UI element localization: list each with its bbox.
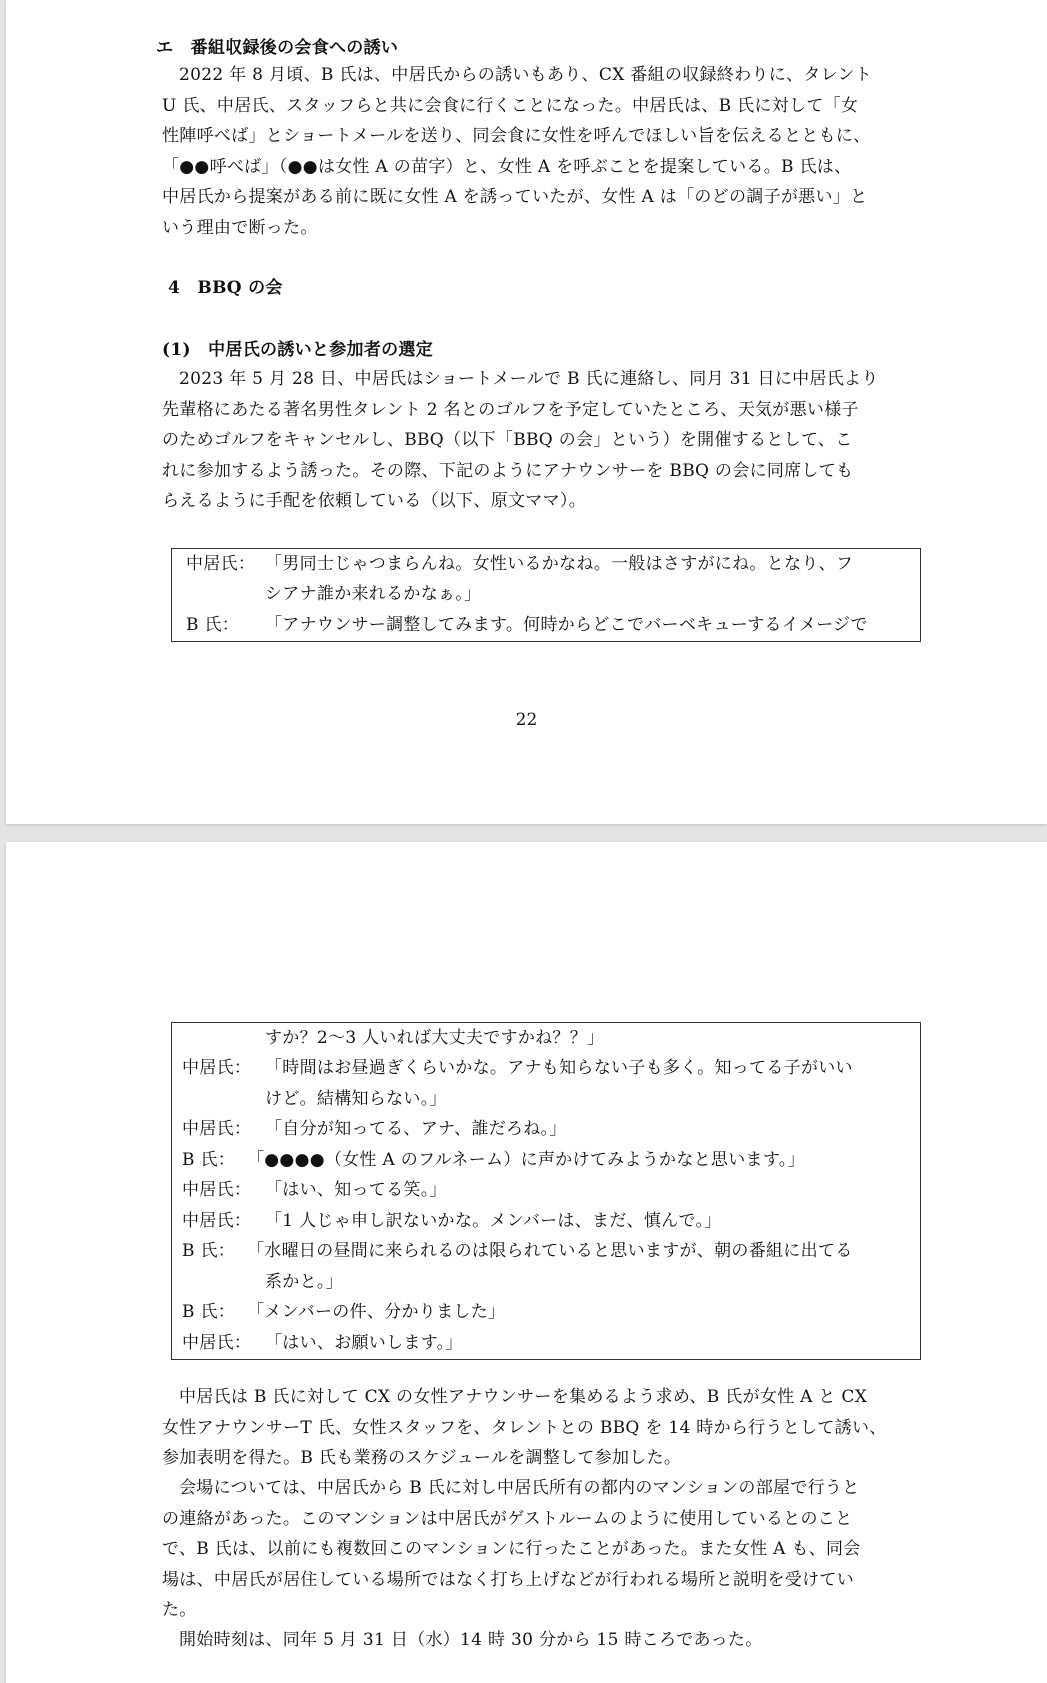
paragraph-line: 女性アナウンサーT 氏、女性スタッフを、タレントとの BBQ を 14 時から行うとして誘い、 — [162, 1417, 887, 1438]
speaker-label: 中居氏： — [182, 1058, 252, 1078]
message-text: すか？2～3 人いれば大丈夫ですかね？？」 — [265, 1028, 605, 1048]
speaker-label: 中居氏： — [182, 1211, 252, 1231]
paragraph-line: 場は、中居氏が居住している場所ではなく打ち上げなどが行われる場所と説明を受けてい — [162, 1569, 854, 1590]
paragraph-line: 「●●呼べば」（●●は女性 A の苗字）と、女性 A を呼ぶことを提案している。B 氏は、 — [162, 156, 852, 177]
speaker-label: B 氏： — [182, 1150, 236, 1170]
message-text: 「自分が知ってる、アナ、誰だろね。」 — [265, 1119, 567, 1139]
document-page-2 — [6, 842, 1047, 1683]
paragraph-line: 中居氏から提案がある前に既に女性 A を誘っていたが、女性 A は「のどの調子が悪い」と — [162, 187, 868, 207]
message-text: 「はい、お願いします。」 — [265, 1333, 463, 1353]
paragraph-line: のためゴルフをキャンセルし、BBQ（以下「BBQ の会」という）を開催するとして、こ — [162, 430, 853, 450]
message-text: 「1 人じゃ申し訳ないかな。メンバーは、まだ、慎んで。」 — [265, 1211, 722, 1231]
paragraph-line: いう理由で断った。 — [162, 217, 318, 238]
paragraph-a — [162, 1382, 937, 1474]
message-text: 「はい、知ってる笑。」 — [265, 1180, 447, 1200]
page-number: 22 — [515, 710, 538, 730]
quoted-messages-box — [171, 1022, 921, 1360]
quoted-messages-box — [171, 548, 921, 642]
paragraph-line: 2022 年 8 月頃、B 氏は、中居氏からの誘いもあり、CX 番組の収録終わりに、タレント — [179, 65, 873, 85]
message-text: 「水曜日の昼間に来られるのは限られていると思いますが、朝の番組に出てる — [247, 1241, 853, 1261]
paragraph-line: 中居氏は B 氏に対して CX の女性アナウンサーを集めるよう求め、B 氏が女性 A と CX — [179, 1387, 868, 1407]
message-text: 「アナウンサー調整してみます。何時からどこでバーベキューするイメージで — [265, 615, 868, 635]
document-page-1 — [6, 0, 1047, 824]
paragraph-line: 会場については、中居氏から B 氏に対し中居氏所有の都内のマンションの部屋で行うと — [179, 1478, 860, 1498]
speaker-label: B 氏： — [182, 1302, 236, 1322]
paragraph-line: の連絡があった。このマンションは中居氏がゲストルームのように使用しているとのこと — [162, 1508, 853, 1529]
subheading-e: エ 番組収録後の会食への誘い — [156, 38, 399, 58]
message-text: けど。結構知らない。」 — [265, 1089, 447, 1109]
paragraph-c — [162, 1625, 937, 1656]
paragraph-line: らえるように手配を依頼している（以下、原文ママ）。 — [162, 491, 586, 511]
message-text: 「メンバーの件、分かりました」 — [247, 1302, 506, 1322]
message-text: 「●●●●（女性 A のフルネーム）に声かけてみようかなと思います。」 — [247, 1150, 805, 1170]
speaker-label: 中居氏： — [182, 1180, 252, 1200]
paragraph-line: た。 — [162, 1600, 197, 1620]
paragraph-line: 先輩格にあたる著名男性タレント 2 名とのゴルフを予定していたところ、天気が悪い様子 — [162, 399, 859, 420]
subsection-heading-1: (1) 中居氏の誘いと参加者の選定 — [162, 340, 434, 360]
speaker-label: 中居氏： — [186, 554, 256, 574]
paragraph-line: U 氏、中居氏、スタッフらと共に会食に行くことになった。中居氏は、B 氏に対して「女 — [162, 95, 859, 116]
message-text: 系かと。」 — [265, 1272, 343, 1292]
speaker-label: B 氏： — [182, 1241, 236, 1261]
paragraph-line: 参加表明を得た。B 氏も業務のスケジュールを調整して参加した。 — [162, 1448, 682, 1468]
paragraph-line: 性陣呼べば」とショートメールを送り、同会食に女性を呼んでほしい旨を伝えるとともに、 — [162, 126, 871, 146]
speaker-label: B 氏： — [186, 615, 240, 635]
section-heading-4: 4 BBQ の会 — [168, 278, 283, 298]
paragraph-line: 2023 年 5 月 28 日、中居氏はショートメールで B 氏に連絡し、同月 31 日に中居氏より — [179, 369, 879, 389]
paragraph-e — [162, 60, 937, 243]
paragraph-line: 開始時刻は、同年 5 月 31 日（水）14 時 30 分から 15 時ころであった。 — [179, 1630, 763, 1650]
paragraph-line: れに参加するよう誘った。その際、下記のようにアナウンサーを BBQ の会に同席しても — [162, 460, 854, 481]
speaker-label: 中居氏： — [182, 1119, 252, 1139]
paragraph-b — [162, 1473, 937, 1626]
message-text: 「男同士じゃつまらんね。女性いるかなね。一般はさすがにね。となり、フ — [265, 554, 854, 574]
message-text: シアナ誰か来れるかなぁ。」 — [265, 584, 482, 604]
paragraph-1 — [162, 364, 937, 517]
speaker-label: 中居氏： — [182, 1333, 252, 1353]
message-text: 「時間はお昼過ぎくらいかな。アナも知らない子も多く。知ってる子がいい — [265, 1058, 853, 1078]
paragraph-line: で、B 氏は、以前にも複数回このマンションに行ったことがあった。また女性 A も、同会 — [162, 1539, 861, 1559]
